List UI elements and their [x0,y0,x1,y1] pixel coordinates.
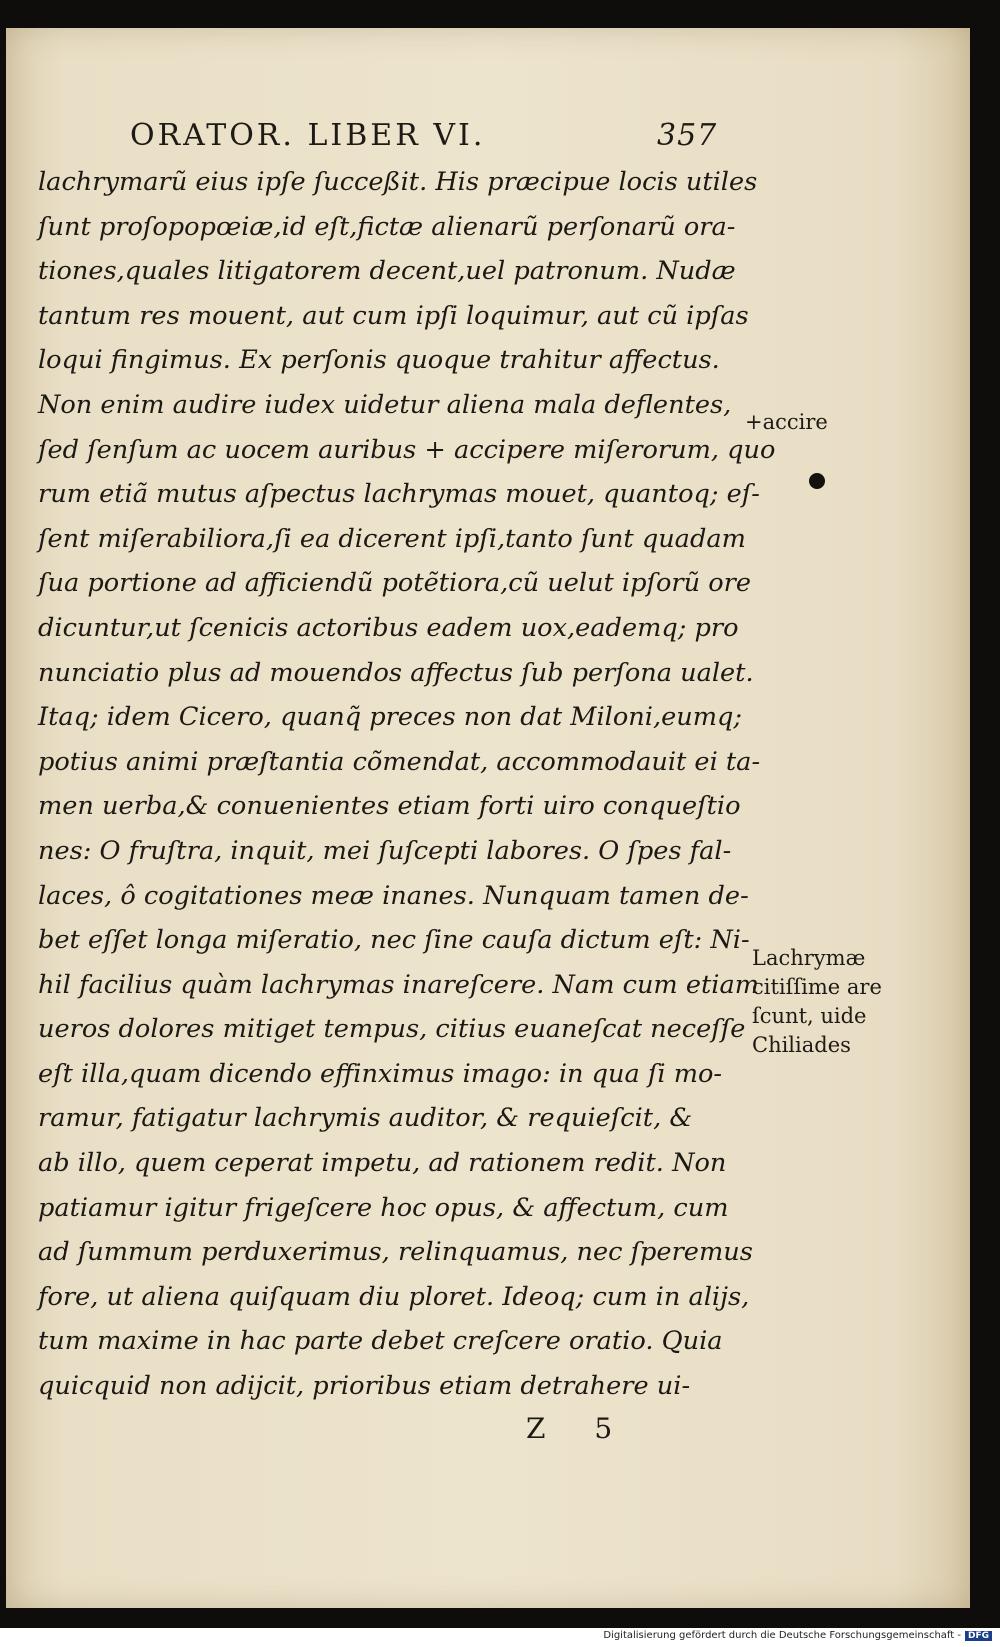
text-line: ſed ſenſum ac uocem auribus + accipere miſerorum, quo [38,434,776,465]
text-line: ſua portione ad afficiendũ potẽtiora,cũ uelut ipſorũ ore [38,568,752,599]
text-line: ſent miſerabiliora,ſi ea dicerent ipſi,tanto ſunt quadam [38,523,746,554]
signature-mark: Z 5 [526,1412,633,1445]
marginal-note-line: ſcunt, uide [752,1004,867,1028]
text-line: quicquid non adijcit, prioribus etiam detrahere ui- [38,1371,691,1402]
text-line: nes: O fruſtra, inquit, mei ſuſcepti labores. O ſpes fal- [38,835,732,866]
running-head: ORATOR. LIBER VI. [130,118,486,153]
text-line: tiones,quales litigatorem decent,uel patronum. Nudæ [38,256,736,287]
text-line: laces, ô cogitationes meæ inanes. Nunquam tamen de- [38,880,749,911]
marginal-note-line: citiſſime are [752,975,882,999]
text-line: Non enim audire iudex uidetur aliena mala deflentes, [38,389,732,420]
text-line: men uerba,& conuenientes etiam forti uiro conqueſtio [38,791,741,822]
page-header [130,118,730,162]
text-line: bet eſſet longa miſeratio, nec ſine cauſa dictum eſt: Ni- [38,925,750,956]
text-line: hil facilius quàm lachrymas inareſcere. Nam cum etiam [38,969,759,1000]
text-line: ueros dolores mitiget tempus, citius euaneſcat neceſſe [38,1014,746,1045]
text-line: rum etiã mutus aſpectus lachrymas mouet, quantoq; eſ- [38,479,760,510]
text-line: nunciatio plus ad mouendos affectus ſub perſona ualet. [38,657,754,688]
text-line: Itaq; idem Cicero, quanq̃ preces non dat Miloni,eumq; [38,702,742,733]
text-line: tum maxime in hac parte debet creſcere oratio. Quia [38,1326,723,1357]
dfg-logo: DFG [965,1631,992,1641]
marginal-note-line: Lachrymæ [752,946,866,970]
footer-credit-text: Digitalisierung gefördert durch die Deutsche Forschungsgemeinschaft - [603,1630,961,1641]
text-line: ad ſummum perduxerimus, relinquamus, nec ſperemus [38,1237,753,1268]
text-line: fore, ut aliena quiſquam diu ploret. Ideoq; cum in alijs, [38,1281,750,1312]
text-line: patiamur igitur frigeſcere hoc opus, & affectum, cum [38,1192,729,1223]
footer-credit [603,1630,992,1641]
ink-dot [809,473,825,489]
text-line: eſt illa,quam dicendo effinximus imago: in qua ſi mo- [38,1058,723,1089]
text-line: loqui fingimus. Ex perſonis quoque trahitur affectus. [38,345,720,376]
marginal-variant-accire: +accire [745,410,828,434]
text-line: tantum res mouent, aut cum ipſi loquimur, aut cũ ipſas [38,300,749,331]
text-line: potius animi præſtantia cõmendat, accommodauit ei ta- [38,746,761,777]
text-line: ſunt proſopopœiæ,id eſt,fictæ alienarũ perſonarũ ora- [38,211,736,242]
page-number: 357 [657,118,718,153]
body-text [38,160,776,1409]
marginal-note-line: Chiliades [752,1033,851,1057]
marginal-note [752,944,912,1060]
text-line: dicuntur,ut ſcenicis actoribus eadem uox,eademq; pro [38,612,739,643]
footer-bar [0,1628,1000,1647]
text-line: lachrymarũ eius ipſe ſucceßit. His præcipue locis utiles [38,167,758,197]
text-line: ramur, fatigatur lachrymis auditor, & requieſcit, & [38,1103,693,1134]
text-line: ab illo, quem ceperat impetu, ad rationem redit. Non [38,1148,727,1179]
